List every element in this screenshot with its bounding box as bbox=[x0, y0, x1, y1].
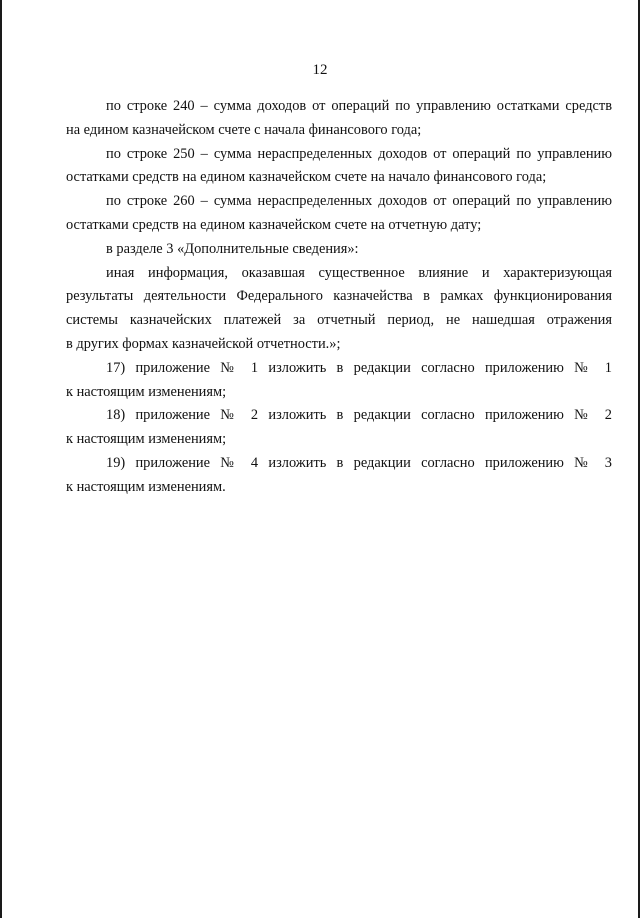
paragraph-section-3 bbox=[66, 238, 612, 262]
paragraph-line: по строке 250 – сумма нераспределенных доходов от операций по управлению bbox=[106, 145, 612, 162]
paragraph-item-17 bbox=[66, 357, 612, 405]
paragraph-other-info bbox=[66, 262, 612, 357]
paragraph-line: к настоящим изменениям. bbox=[66, 478, 226, 495]
paragraph-line: по строке 260 – сумма нераспределенных доходов от операций по управлению bbox=[106, 193, 612, 210]
paragraph-line: 18) приложение № 2 изложить в редакции согласно приложению № 2 bbox=[106, 407, 612, 424]
paragraph-line: системы казначейских платежей за отчетный период, не нашедшая отражения bbox=[66, 312, 612, 329]
paragraph-line: по строке 240 – сумма доходов от операций по управлению остатками средств bbox=[106, 98, 612, 114]
scan-edge-left bbox=[0, 0, 2, 918]
paragraph-item-19 bbox=[66, 452, 612, 500]
paragraph-line: к настоящим изменениям; bbox=[66, 383, 227, 400]
paragraph-line-260 bbox=[66, 190, 612, 238]
paragraph-line: в разделе 3 «Дополнительные сведения»: bbox=[106, 240, 359, 257]
paragraph-line: иная информация, оказавшая существенное влияние и характеризующая bbox=[106, 264, 612, 281]
document-body bbox=[66, 95, 612, 500]
paragraph-line: на едином казначейском счете с начала финансового года; bbox=[66, 121, 422, 138]
paragraph-line: в других формах казначейской отчетности.»; bbox=[66, 335, 341, 352]
paragraph-item-18 bbox=[66, 404, 612, 452]
paragraph-line: остатками средств на едином казначейском счете на отчетную дату; bbox=[66, 216, 482, 233]
paragraph-line-240 bbox=[66, 95, 612, 143]
paragraph-line: остатками средств на едином казначейском счете на начало финансового года; bbox=[66, 169, 547, 186]
paragraph-line-250 bbox=[66, 143, 612, 191]
paragraph-line: результаты деятельности Федерального казначейства в рамках функционирования bbox=[66, 288, 612, 305]
paragraph-line: к настоящим изменениям; bbox=[66, 431, 227, 448]
paragraph-line: 17) приложение № 1 изложить в редакции согласно приложению № 1 bbox=[106, 359, 612, 376]
paragraph-line: 19) приложение № 4 изложить в редакции согласно приложению № 3 bbox=[106, 454, 612, 471]
page-number: 12 bbox=[312, 62, 328, 78]
